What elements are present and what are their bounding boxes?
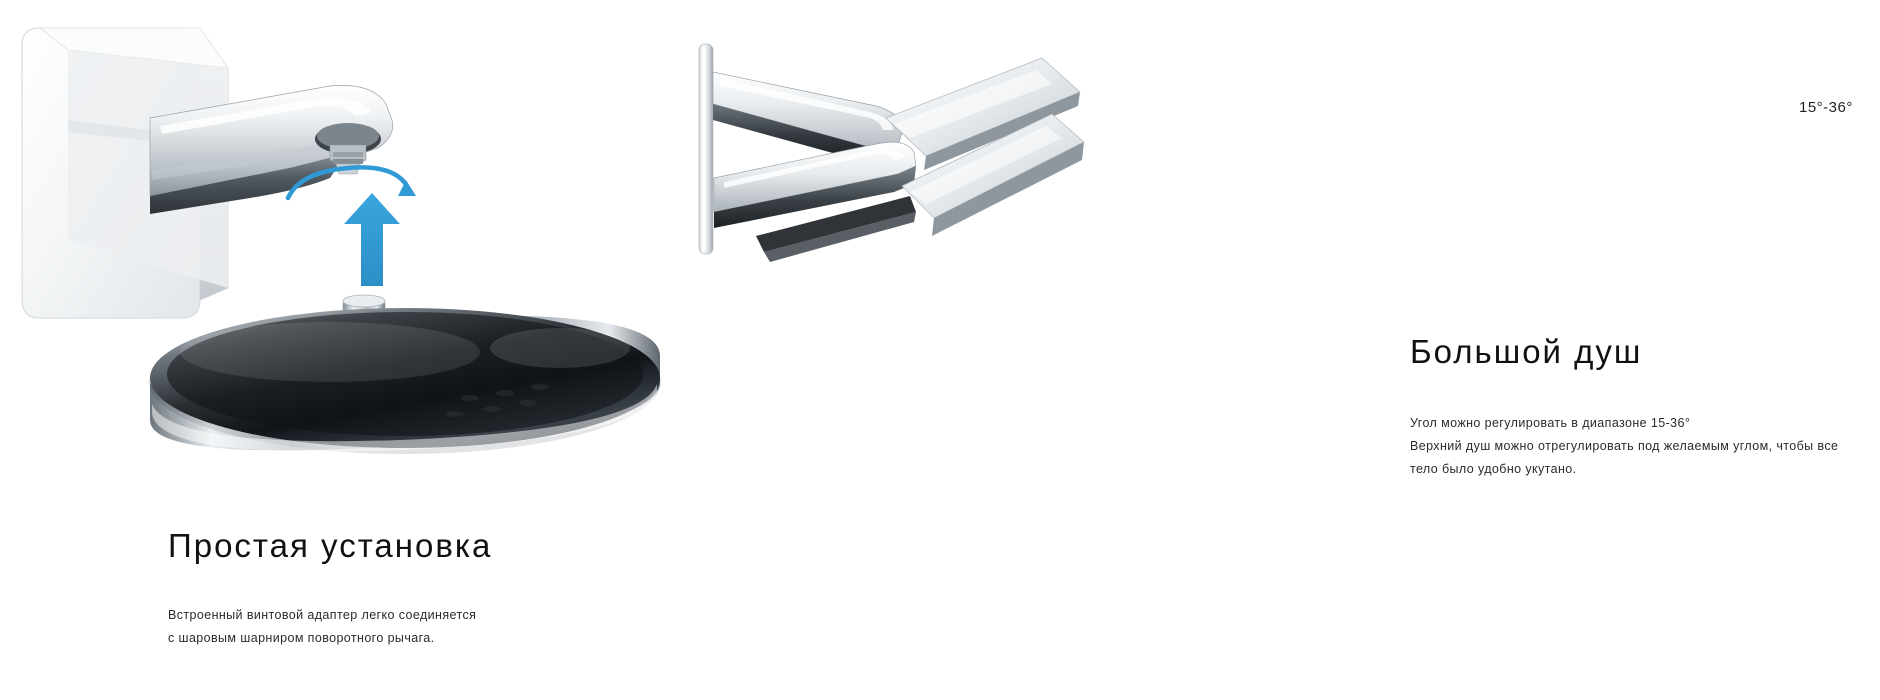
right-body-line-3: тело было удобно укутано. — [1410, 462, 1577, 477]
wall-plate — [699, 44, 713, 254]
right-body-text — [1410, 412, 1880, 481]
right-body-line-2: Верхний душ можно отрегулировать под желаемым углом, чтобы все — [1410, 439, 1839, 454]
shower-arm-and-head-exploded-illustration — [0, 0, 680, 500]
left-body-text — [168, 604, 588, 650]
round-shower-head — [149, 295, 661, 454]
right-heading: Большой душ — [1410, 333, 1643, 370]
left-body-line-2: с шаровым шарниром поворотного рычага. — [168, 631, 435, 646]
right-body-line-1: Угол можно регулировать в диапазоне 15-36° — [1410, 416, 1691, 430]
left-panel — [0, 0, 680, 700]
upward-assembly-arrow — [344, 193, 400, 286]
left-heading: Простая установка — [168, 527, 493, 564]
shower-arm-angle-range-illustration — [680, 0, 1200, 310]
angle-range-label: 15°-36° — [1799, 99, 1853, 116]
right-panel — [680, 0, 1853, 700]
left-body-line-1: Встроенный винтовой адаптер легко соединяется — [168, 608, 477, 622]
